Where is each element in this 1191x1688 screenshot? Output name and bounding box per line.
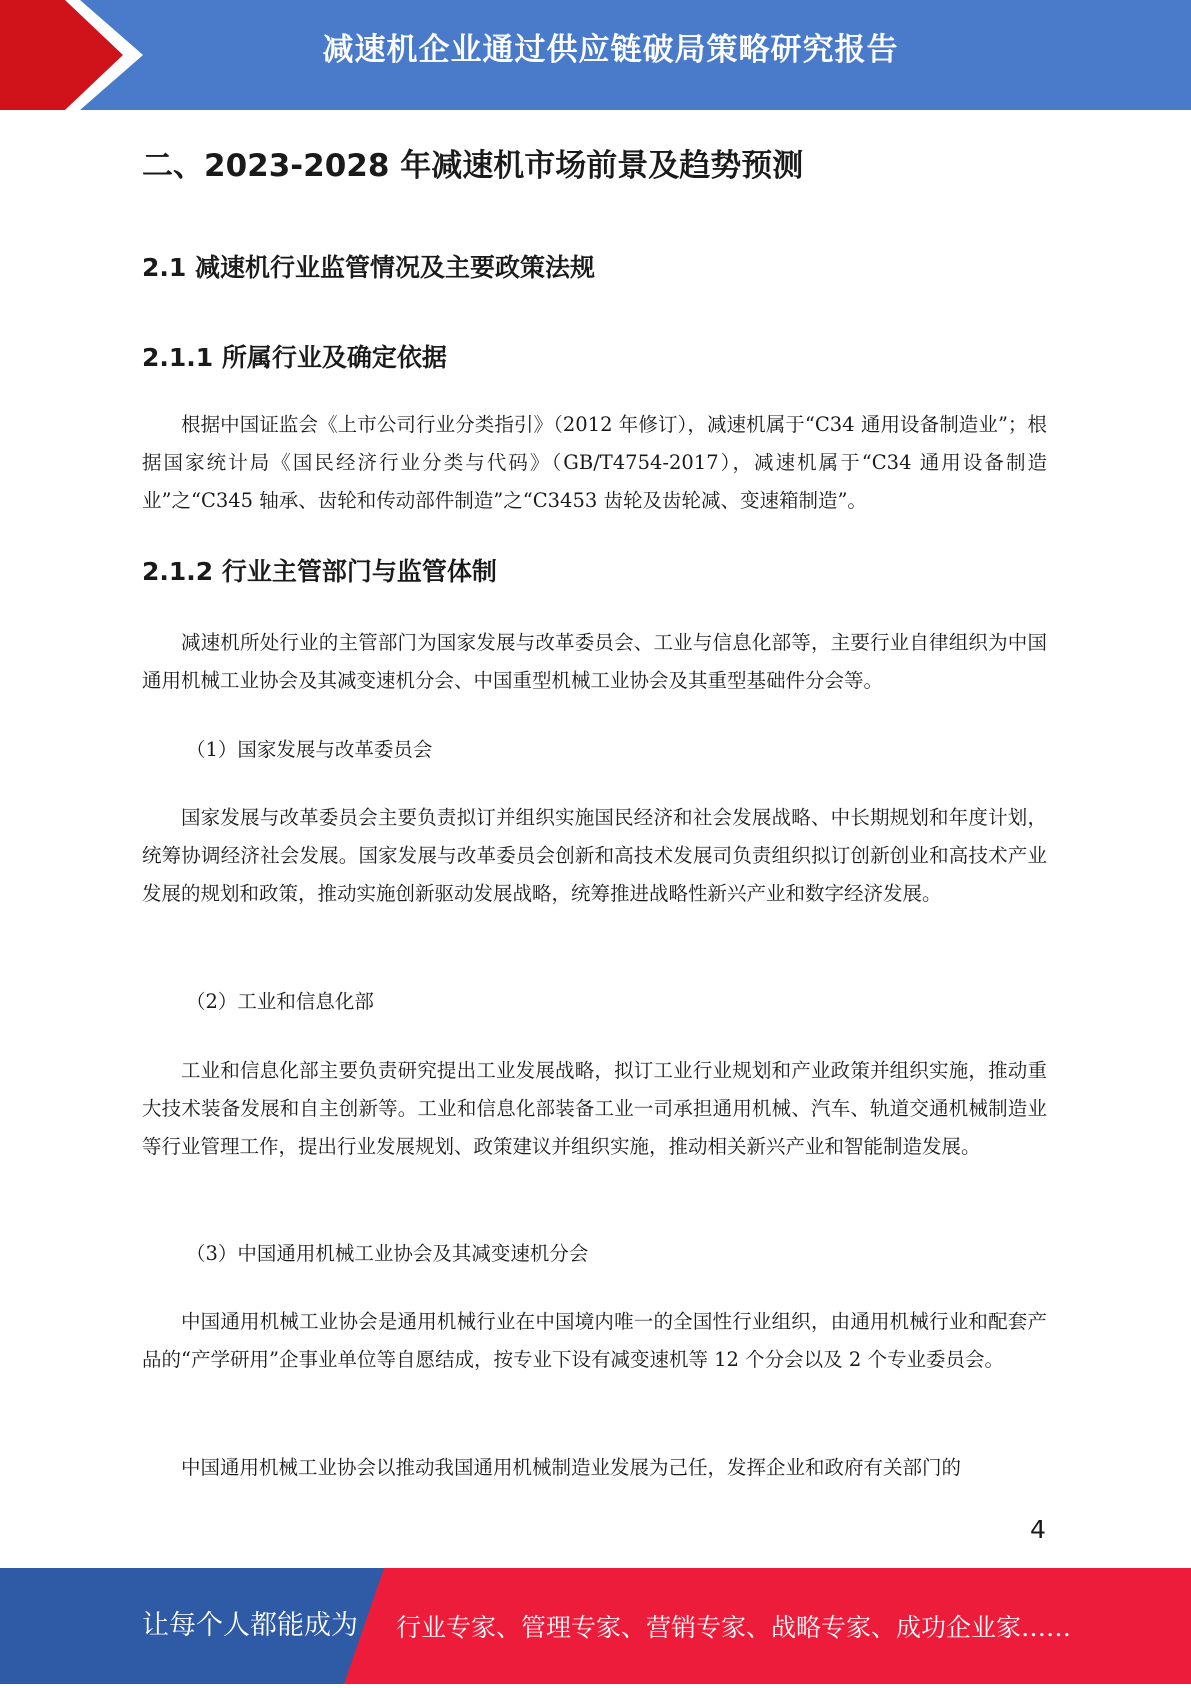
header-banner [0, 0, 1191, 110]
chapter-heading: 二、2023-2028 年减速机市场前景及趋势预测 [142, 148, 804, 184]
sub-heading-miit: （2）工业和信息化部 [186, 990, 374, 1013]
paragraph-machinery-association: 中国通用机械工业协会是通用机械行业在中国境内唯一的全国性行业组织，由通用机械行业和配套产品的“产学研用”企事业单位等自愿结成，按专业下设有减变速机等 12 个分会以及 2 个专业委员会。 [142, 1310, 1047, 1371]
report-title: 减速机企业通过供应链破局策略研究报告 [322, 32, 899, 68]
paragraph-regulatory-intro: 减速机所处行业的主管部门为国家发展与改革委员会、工业与信息化部等，主要行业自律组织为中国通用机械工业协会及其减变速机分会、中国重型机械工业协会及其重型基础件分会等。 [142, 631, 1047, 692]
paragraph-miit: 工业和信息化部主要负责研究提出工业发展战略，拟订工业行业规划和产业政策并组织实施，推动重大技术装备发展和自主创新等。工业和信息化部装备工业一司承担通用机械、汽车、轨道交通机械制造业等行业管理工作，提出行业发展规划、政策建议并组织实施，推动相关新兴产业和智能制造发展。 [142, 1059, 1047, 1158]
section-heading-2-1-1: 2.1.1 所属行业及确定依据 [142, 343, 447, 372]
page-number: 4 [1030, 1515, 1046, 1544]
footer-slogan-left: 让每个人都能成为 [142, 1610, 358, 1641]
paragraph-machinery-association-mission: 中国通用机械工业协会以推动我国通用机械制造业发展为己任，发挥企业和政府有关部门的 [181, 1456, 962, 1479]
footer-slogan-right: 行业专家、管理专家、营销专家、战略专家、成功企业家…… [396, 1613, 1072, 1642]
header-arrow-decoration [0, 0, 160, 110]
sub-heading-machinery-association: （3）中国通用机械工业协会及其减变速机分会 [186, 1242, 589, 1265]
section-heading-2-1: 2.1 减速机行业监管情况及主要政策法规 [142, 253, 595, 282]
section-heading-2-1-2: 2.1.2 行业主管部门与监管体制 [142, 557, 497, 586]
paragraph-industry-classification: 根据中国证监会《上市公司行业分类指引》（2012 年修订），减速机属于“C34 通用设备制造业”；根据国家统计局《国民经济行业分类与代码》（GB/T4754-2017），减速机属于“C34 通用设备制造业”之“C345 轴承、齿轮和传动部件制造”之“C3453 齿轮及齿轮减、变速箱制造”。 [142, 413, 1047, 512]
footer-banner [0, 1568, 1191, 1684]
paragraph-ndrc: 国家发展与改革委员会主要负责拟订并组织实施国民经济和社会发展战略、中长期规划和年度计划，统筹协调经济社会发展。国家发展与改革委员会创新和高技术发展司负责组织拟订创新创业和高技术产业发展的规划和政策，推动实施创新驱动发展战略，统筹推进战略性新兴产业和数字经济发展。 [142, 806, 1047, 905]
sub-heading-ndrc: （1）国家发展与改革委员会 [186, 738, 433, 761]
